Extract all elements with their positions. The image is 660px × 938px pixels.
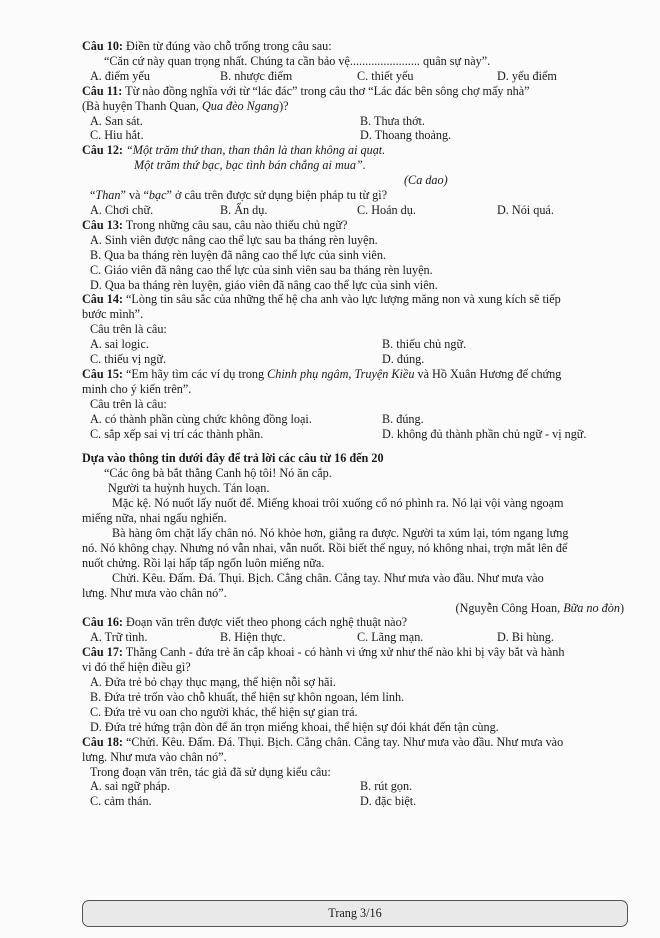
- poem-source: (Ca dao): [404, 173, 448, 188]
- question-12: [82, 143, 624, 158]
- passage-heading: Dựa vào thông tin dưới đây để trả lời các câu từ 16 đến 20: [82, 451, 384, 466]
- question-stem: Thằng Canh - đứa trẻ ăn cắp khoai - có hành vi ứng xử như thế nào khi bị vây bắt và hành: [122, 645, 565, 660]
- option-c: C. thiết yếu: [357, 68, 414, 83]
- passage-line: lưng. Như mưa vào chân nó”.: [82, 585, 227, 600]
- question-16-options: [82, 630, 624, 645]
- question-15-stem-cont: minh cho ý kiến trên”.: [82, 381, 192, 396]
- question-12-prompt: “Than” và “bạc” ở câu trên được sử dụng biện pháp tu từ gì?: [90, 188, 388, 203]
- option-d: D. đúng.: [382, 352, 425, 367]
- option-b: B. Thưa thớt.: [360, 113, 425, 128]
- question-12-prompt-rest: ” ở câu trên được sử dụng biện pháp tu từ gì?: [166, 188, 388, 203]
- question-17-stem-cont: vi đó thể hiện điều gì?: [82, 660, 191, 675]
- question-11-options-row2: [82, 128, 624, 143]
- work-title: Chinh phụ ngâm: [267, 366, 349, 381]
- option-c: C. cảm thán.: [90, 794, 152, 809]
- question-stem: và Hồ Xuân Hương để chứng: [414, 366, 562, 381]
- question-12-options: [82, 203, 624, 218]
- option-a: A. Sinh viên được nâng cao thể lực sau ba tháng rèn luyện.: [90, 232, 378, 247]
- option-b: B. đúng.: [382, 411, 424, 426]
- question-label: Câu 14:: [82, 292, 123, 307]
- question-stem: Đoạn văn trên được viết theo phong cách nghệ thuật nào?: [122, 615, 408, 630]
- source-text: )?: [279, 98, 289, 113]
- option-d: D. không đủ thành phần chủ ngữ - vị ngữ.: [382, 426, 587, 441]
- question-18: [82, 735, 624, 750]
- work-title: Truyện Kiều: [354, 366, 415, 381]
- source-text: (Bà huyện Thanh Quan,: [82, 98, 202, 113]
- separator: ,: [348, 366, 355, 381]
- question-label: Câu 13:: [82, 217, 123, 232]
- question-10-sentence: “Căn cứ này quan trọng nhất. Chúng ta cần bảo vệ....................... quân sự này”.: [104, 53, 491, 68]
- passage-line: nuốt chửng. Rồi lại hấp tấp ngốn luôn miếng nữa.: [82, 555, 325, 570]
- keyword-bac: bạc: [148, 188, 167, 203]
- question-14: [82, 292, 624, 307]
- option-c: C. sắp xếp sai vị trí các thành phần.: [90, 426, 264, 441]
- question-14-stem-cont: bước mình”.: [82, 307, 144, 322]
- option-c: C. Giáo viên đã nâng cao thể lực của sinh viên sau ba tháng rèn luyện.: [90, 262, 433, 277]
- page-content: [82, 39, 624, 809]
- option-b: B. rút gọn.: [360, 779, 413, 794]
- question-11: [82, 84, 624, 99]
- source-title: Qua đèo Ngang: [201, 98, 280, 113]
- option-b: B. Ẩn dụ.: [220, 202, 268, 217]
- option-c: C. thiếu vị ngữ.: [90, 352, 167, 367]
- poem-line-2: Một trăm thứ bạc, bạc tình bán chẳng ai mua”.: [134, 158, 366, 173]
- option-c: C. Lãng mạn.: [357, 630, 424, 645]
- option-c: C. Hoán dụ.: [357, 202, 416, 217]
- question-16: [82, 615, 624, 630]
- question-14-options-row2: [82, 352, 624, 367]
- question-label: Câu 10:: [82, 39, 123, 53]
- source-text: (Nguyễn Công Hoan,: [455, 600, 564, 615]
- option-a: A. Trữ tình.: [90, 630, 148, 645]
- question-label: Câu 11:: [82, 83, 123, 98]
- option-b: B. thiếu chủ ngữ.: [382, 337, 467, 352]
- poem-line-1: “Một trăm thứ than, than thân là than không ai quạt.: [126, 143, 386, 158]
- question-14-options-row1: [82, 337, 624, 352]
- question-label: Câu 15:: [82, 366, 123, 381]
- question-18-options-row2: [82, 794, 624, 809]
- passage-line: Chửi. Kêu. Đấm. Đá. Thụi. Bịch. Cẳng chân. Cẳng tay. Như mưa vào đầu. Như mưa vào: [112, 570, 544, 585]
- option-b: B. Đứa trẻ trốn vào chỗ khuất, thể hiện sự khôn ngoan, lém lỉnh.: [90, 689, 405, 704]
- passage-line: Mặc kệ. Nó nuốt lấy nuốt để. Miếng khoai trôi xuống cổ nó phình ra. Nó lại vội vàng ngoạm: [112, 496, 564, 511]
- question-18-options-row1: [82, 779, 624, 794]
- option-a: A. San sát.: [90, 113, 143, 128]
- question-18-prompt: Trong đoạn văn trên, tác giả đã sử dụng kiểu câu:: [90, 764, 331, 779]
- question-15: [82, 367, 624, 382]
- keyword-than: Than: [95, 188, 121, 203]
- option-d: D. Đứa trẻ hứng trận đòn để ăn trọn miếng khoai, thể hiện sự đói khát đến tận cùng.: [90, 719, 499, 734]
- option-d: D. Thoang thoảng.: [360, 128, 452, 143]
- question-10: [82, 39, 624, 54]
- option-a: A. Chơi chữ.: [90, 202, 154, 217]
- option-c: C. Đứa trẻ vu oan cho người khác, thể hiện sự gian trá.: [90, 704, 358, 719]
- question-stem: “Chửi. Kêu. Đấm. Đá. Thụi. Bịch. Cẳng chân. Cẳng tay. Như mưa vào đầu. Như mưa vào: [122, 734, 564, 749]
- page-number: Trang 3/16: [328, 906, 382, 920]
- option-d: D. Nói quá.: [497, 202, 554, 217]
- passage-line: Người ta huỳnh huỵch. Tán loạn.: [108, 481, 270, 496]
- question-17: [82, 645, 624, 660]
- option-a: A. sai logic.: [90, 337, 149, 352]
- question-stem: “Em hãy tìm các ví dụ trong: [122, 366, 268, 381]
- source-title: Bữa no đòn: [563, 600, 620, 615]
- question-10-options: [82, 69, 624, 84]
- option-a: A. điểm yếu: [90, 68, 150, 83]
- option-b: B. nhược điểm: [220, 68, 293, 83]
- option-d: D. Bi hùng.: [497, 630, 554, 645]
- passage-source: [82, 601, 624, 616]
- option-c: C. Hiu hắt.: [90, 128, 144, 143]
- question-15-prompt: Câu trên là câu:: [90, 396, 167, 411]
- page-footer: [82, 900, 628, 927]
- question-14-prompt: Câu trên là câu:: [90, 322, 167, 337]
- option-a: A. sai ngữ pháp.: [90, 779, 171, 794]
- question-13: [82, 218, 624, 233]
- option-b: B. Qua ba tháng rèn luyện đã nâng cao thể lực của sinh viên.: [90, 247, 386, 262]
- option-d: D. yếu điểm: [497, 68, 557, 83]
- source-text: ): [619, 600, 624, 615]
- question-label: Câu 16:: [82, 615, 123, 630]
- question-label: Câu 17:: [82, 645, 123, 660]
- question-stem: Điền từ đúng vào chỗ trống trong câu sau:: [122, 39, 332, 53]
- passage-line: “Các ông bà bắt thằng Canh hộ tôi! Nó ăn cắp.: [104, 466, 332, 481]
- passage-line: miếng nữa, nhai ngấu nghiến.: [82, 511, 227, 526]
- question-stem: Từ nào đồng nghĩa với từ “lác đác” trong câu thơ “Lác đác bên sông chợ mấy nhà”: [122, 83, 530, 98]
- question-11-options-row1: [82, 114, 624, 129]
- question-label: Câu 12:: [82, 143, 123, 158]
- option-a: A. Đứa trẻ bỏ chạy thục mạng, thể hiện nỗi sợ hãi.: [90, 675, 336, 690]
- option-b: B. Hiện thực.: [220, 630, 286, 645]
- option-d: D. đặc biệt.: [360, 794, 417, 809]
- passage-line: Bà hàng ôm chặt lấy chân nó. Nó khỏe hơn, giằng ra được. Người ta xúm lại, tóm ngang lưng: [112, 526, 569, 540]
- question-label: Câu 18:: [82, 734, 123, 749]
- question-15-options-row1: [82, 412, 624, 427]
- question-stem: Trong những câu sau, câu nào thiếu chủ ngữ?: [122, 217, 348, 232]
- question-18-stem-cont: lưng. Như mưa vào chân nó”.: [82, 749, 227, 764]
- passage-line: nó. Nó không chạy. Nhưng nó vẫn nhai, vẫn nuốt. Rồi biết thế nguy, nó không nhai, trợn mắt lên để: [82, 540, 568, 555]
- option-a: A. có thành phần cùng chức không đồng loại.: [90, 411, 312, 426]
- option-d: D. Qua ba tháng rèn luyện, giáo viên đã nâng cao thể lực của sinh viên.: [90, 277, 438, 292]
- question-15-options-row2: [82, 427, 624, 442]
- question-11-source: [82, 99, 624, 114]
- question-stem: “Lòng tin sâu sắc của những thế hệ cha anh vào lực lượng măng non và xung kích sẽ tiếp: [122, 292, 561, 307]
